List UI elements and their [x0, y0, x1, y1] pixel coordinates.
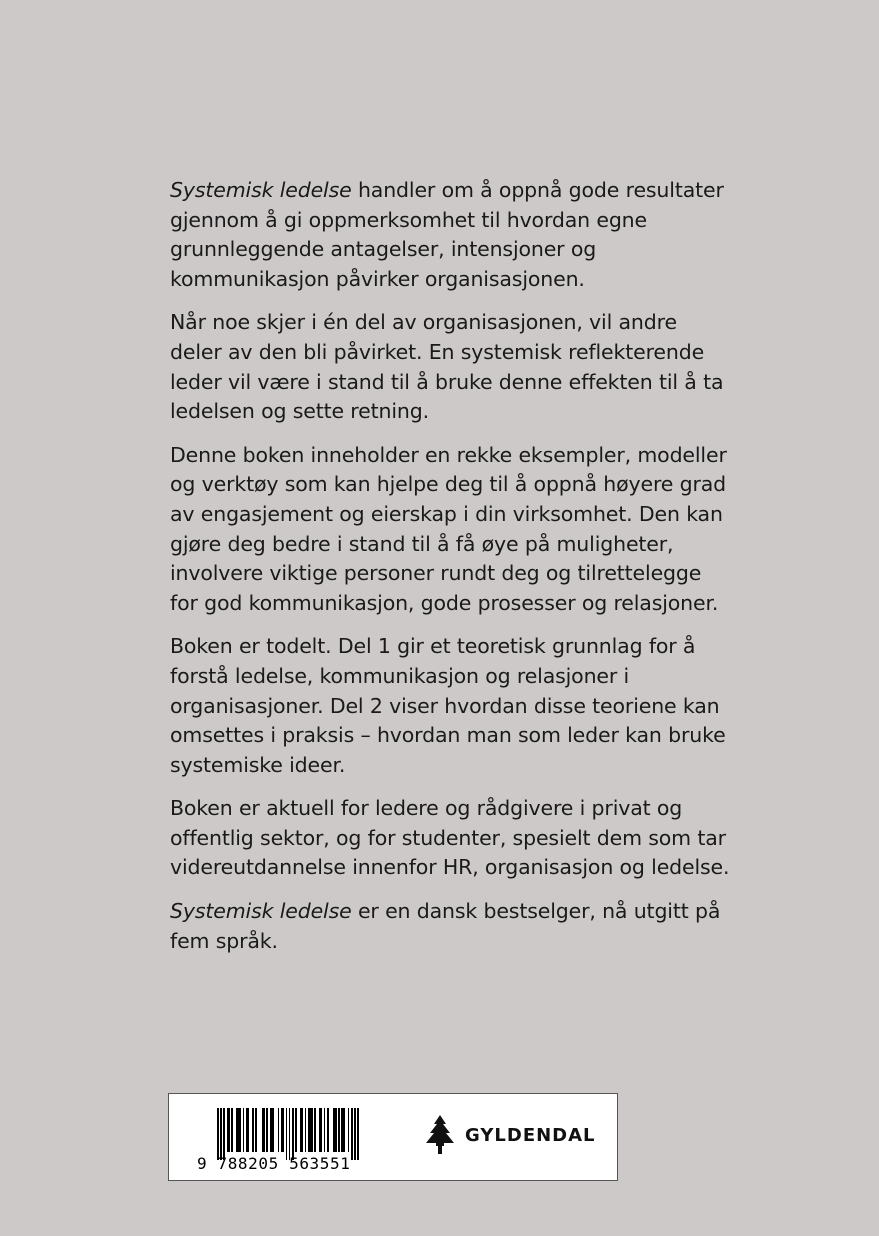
barcode-bar	[217, 1108, 219, 1160]
blurb-paragraph-2: Når noe skjer i én del av organisasjonen, vil andre deler av den bli påvirket. En systemisk reflekterende leder vil være i stand til å bruke denne effekten til å ta ledelsen og sette retning.	[170, 310, 724, 424]
barcode-bar	[246, 1108, 249, 1152]
publisher-logo	[423, 1114, 596, 1156]
barcode-bar	[292, 1108, 294, 1160]
barcode-bar	[220, 1108, 222, 1160]
barcode-bar	[252, 1108, 254, 1152]
barcode-bar	[262, 1108, 265, 1152]
barcode-bar	[227, 1108, 230, 1152]
barcode-bar	[341, 1108, 344, 1152]
book-title-italic: Systemisk ledelse	[170, 178, 352, 202]
barcode-bar	[223, 1108, 225, 1160]
barcode-bar	[278, 1108, 280, 1152]
barcode-bar	[231, 1108, 233, 1152]
barcode-bar	[255, 1108, 257, 1152]
barcode-icon	[217, 1108, 377, 1152]
blurb-paragraph-5: Boken er aktuell for ledere og rådgivere i privat og offentlig sektor, og for studenter, spesielt dem som tar videreutdannelse innenfor HR, organisasjon og ledelse.	[170, 796, 730, 880]
isbn-number: 9 788205 563551	[197, 1154, 351, 1173]
book-title-italic: Systemisk ledelse	[170, 899, 352, 924]
barcode-bar	[305, 1108, 307, 1152]
barcode-bar	[354, 1108, 356, 1160]
barcode-bar	[357, 1108, 359, 1160]
barcode-bar	[348, 1108, 350, 1152]
barcode-bar	[351, 1108, 353, 1160]
barcode-bar	[308, 1108, 313, 1152]
blurb-paragraph-1	[170, 176, 730, 294]
barcode-bar	[236, 1108, 241, 1152]
barcode-bar	[243, 1108, 245, 1152]
blurb-paragraph-6-text: er en dansk bestselger, nå utgitt på fem språk.	[170, 899, 721, 953]
barcode-bar	[319, 1108, 322, 1152]
barcode-panel	[168, 1093, 618, 1181]
barcode-bar	[289, 1108, 291, 1160]
barcode-bar	[338, 1108, 340, 1152]
barcode-bar	[324, 1108, 326, 1152]
barcode-bar	[266, 1108, 268, 1152]
blurb-paragraph-3: Denne boken inneholder en rekke eksempler, modeller og verktøy som kan hjelpe deg til å oppnå høyere grad av engasjement og eierskap i din virksomhet. Den kan gjøre deg bedre i stand til å få øye på muligheter, involvere viktige personer rundt deg og tilrettelegge for god kommunikasjon, gode prosesser og relasjoner.	[170, 442, 727, 615]
barcode-bar	[270, 1108, 275, 1152]
blurb-paragraph-4: Boken er todelt. Del 1 gir et teoretisk grunnlag for å forstå ledelse, kommunikasjon og relasjoner i organisasjoner. Del 2 viser hvordan disse teoriene kan omsettes i praksis – hvordan man som leder kan bruke systemiske ideer.	[170, 634, 726, 777]
barcode-bar	[295, 1108, 297, 1152]
barcode-bar	[333, 1108, 336, 1152]
blurb-paragraph-6	[170, 897, 730, 956]
barcode-bar	[281, 1108, 284, 1152]
fir-tree-icon	[423, 1114, 457, 1156]
barcode-bar	[314, 1108, 316, 1152]
barcode-bar	[286, 1108, 288, 1160]
barcode-bar	[300, 1108, 303, 1152]
barcode-bar	[327, 1108, 329, 1152]
publisher-name: GYLDENDAL	[465, 1124, 596, 1146]
back-cover-blurb	[170, 176, 730, 970]
blurb-paragraph-1-text: handler om å oppnå gode resultater gjennom å gi oppmerksomhet til hvordan egne grunnleggende antagelser, intensjoner og kommunikasjon påvirker organisasjonen.	[170, 178, 724, 291]
